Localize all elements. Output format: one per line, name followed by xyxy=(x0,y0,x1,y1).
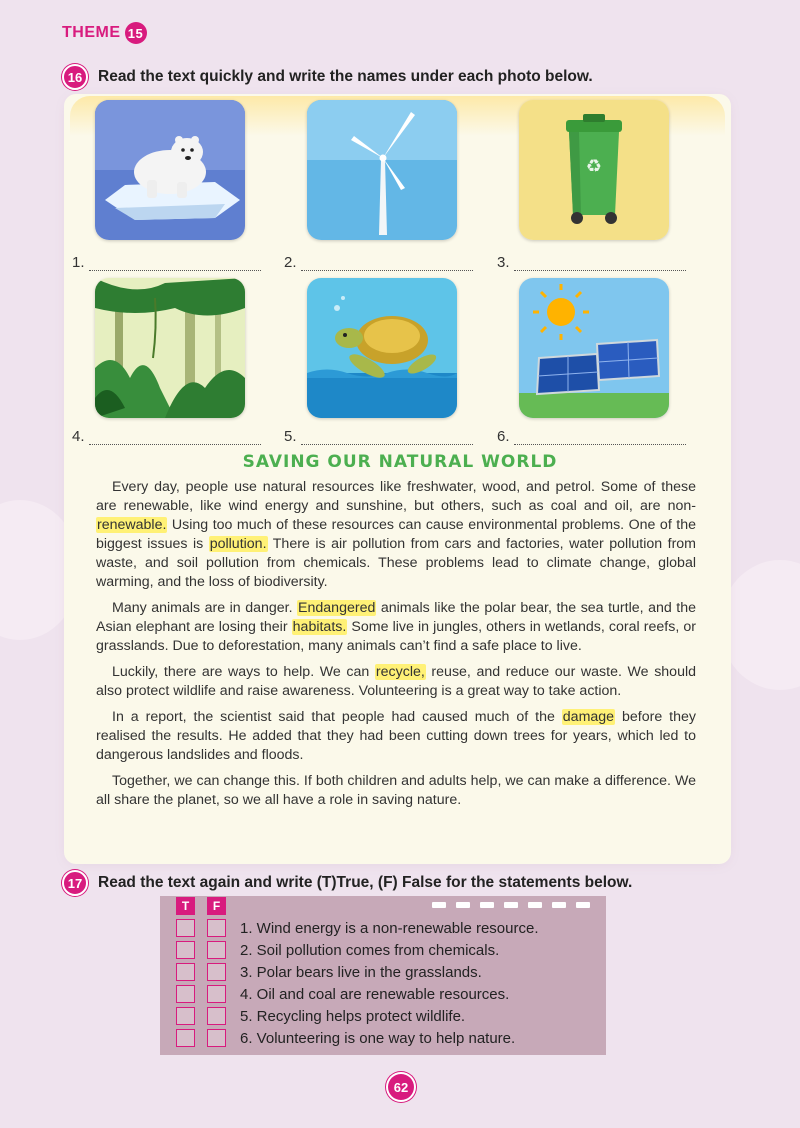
text: Using too much of these resources can cause environmental problems. One of the biggest issues is xyxy=(96,517,696,552)
highlighted-word: pollution. xyxy=(209,536,267,552)
exercise-instruction: Read the text again and write (T)True, (F) False for the statements below. xyxy=(98,874,633,891)
false-checkbox[interactable] xyxy=(207,985,226,1003)
answer-blank-5[interactable] xyxy=(284,428,473,445)
sea-turtle-icon xyxy=(307,278,457,418)
text: Many animals are in danger. xyxy=(112,600,298,616)
answer-blank-2[interactable] xyxy=(284,254,473,271)
text: animals like the polar bear, the sea turtle, and the Asian elephant are losing their xyxy=(96,600,696,635)
statement-text: 1. Wind energy is a non-renewable resource. xyxy=(240,919,539,937)
tf-statement-row xyxy=(176,940,499,960)
paragraph-2 xyxy=(96,599,696,656)
false-checkbox[interactable] xyxy=(207,1029,226,1047)
blank-label: 2. xyxy=(284,254,297,271)
text: In a report, the scientist said that people had caused much of the xyxy=(112,709,562,725)
exercise-instruction: Read the text quickly and write the names under each photo below. xyxy=(98,68,593,85)
text: There is air pollution from cars and factories, water pollution from waste, and soil pollution from chemicals. These problems lead to climate change, global warming, and the loss of biodiversity. xyxy=(96,536,696,590)
tf-statement-row xyxy=(176,984,509,1004)
story-title: SAVING OUR NATURAL WORLD xyxy=(242,452,558,472)
dotted-line[interactable] xyxy=(301,433,473,445)
paragraph-3 xyxy=(96,663,696,701)
dotted-line[interactable] xyxy=(301,259,473,271)
true-checkbox[interactable] xyxy=(176,985,195,1003)
true-checkbox[interactable] xyxy=(176,941,195,959)
highlighted-word: renewable. xyxy=(97,517,167,533)
answer-blank-1[interactable] xyxy=(72,254,261,271)
perforation xyxy=(552,902,566,908)
perforation xyxy=(528,902,542,908)
statement-text: 5. Recycling helps protect wildlife. xyxy=(240,1007,466,1025)
recycling-bin-icon xyxy=(519,100,669,240)
perforation xyxy=(456,902,470,908)
text: Some live in jungles, others in wetlands, coral reefs, or grasslands. Due to deforestation, many animals can’t find a safe place to live. xyxy=(96,619,696,654)
highlighted-word: habitats. xyxy=(292,619,347,635)
tf-statement-row xyxy=(176,918,539,938)
false-checkbox[interactable] xyxy=(207,1007,226,1025)
dotted-line[interactable] xyxy=(89,433,261,445)
svg-text:♻: ♻ xyxy=(585,156,603,177)
background-blob xyxy=(0,500,80,640)
highlighted-word: damage xyxy=(562,709,615,725)
statement-text: 6. Volunteering is one way to help nature. xyxy=(240,1029,516,1047)
false-column-header: F xyxy=(207,897,226,915)
theme-text: THEME xyxy=(62,24,121,41)
page-number: 62 xyxy=(388,1074,414,1100)
exercise-number-badge: 16 xyxy=(62,64,88,90)
text: reuse, and reduce our waste. We should also protect wildlife and raise awareness. Volunteering is a great way to take action. xyxy=(96,664,697,699)
perforation xyxy=(432,902,446,908)
theme-label xyxy=(62,22,147,44)
exercise-number-badge: 17 xyxy=(62,870,88,896)
text: before they realised the results. He added that they had been cutting down trees for years, which led to dangerous landslides and floods. xyxy=(96,709,696,763)
highlighted-word: Endangered xyxy=(298,600,376,616)
solar-panel-icon xyxy=(519,278,669,418)
perforation xyxy=(504,902,518,908)
false-checkbox[interactable] xyxy=(207,919,226,937)
wind-turbine-icon xyxy=(307,100,457,240)
answer-blank-6[interactable] xyxy=(497,428,686,445)
blank-label: 1. xyxy=(72,254,85,271)
tf-statement-row xyxy=(176,1006,465,1026)
text: Luckily, there are ways to help. We can xyxy=(112,664,375,680)
blank-label: 6. xyxy=(497,428,510,445)
paragraph-4 xyxy=(96,708,696,765)
dotted-line[interactable] xyxy=(89,259,261,271)
true-column-header: T xyxy=(176,897,195,915)
dotted-line[interactable] xyxy=(514,433,686,445)
perforation xyxy=(576,902,590,908)
story-body xyxy=(96,478,696,817)
true-checkbox[interactable] xyxy=(176,919,195,937)
tf-statement-row xyxy=(176,1028,515,1048)
text: Every day, people use natural resources like freshwater, wood, and petrol. Some of these are renewable, like wind energy and sunshine, but others, such as coal and oil, are non- xyxy=(96,479,696,514)
dotted-line[interactable] xyxy=(514,259,686,271)
statement-text: 3. Polar bears live in the grasslands. xyxy=(240,963,482,981)
blank-label: 5. xyxy=(284,428,297,445)
statement-text: 2. Soil pollution comes from chemicals. xyxy=(240,941,500,959)
exercise-16-heading xyxy=(62,64,593,90)
theme-number-badge: 15 xyxy=(125,22,147,44)
blank-label: 4. xyxy=(72,428,85,445)
false-checkbox[interactable] xyxy=(207,963,226,981)
true-checkbox[interactable] xyxy=(176,963,195,981)
polar-bear-icon xyxy=(95,100,245,240)
answer-blank-3[interactable] xyxy=(497,254,686,271)
jungle-icon xyxy=(95,278,245,418)
blank-label: 3. xyxy=(497,254,510,271)
paragraph-5: Together, we can change this. If both children and adults help, we can make a difference. We all share the planet, so we all have a role in saving nature. xyxy=(96,773,696,808)
background-blob xyxy=(720,560,800,690)
highlighted-word: recycle, xyxy=(375,664,425,680)
exercise-17-heading xyxy=(62,870,632,896)
false-checkbox[interactable] xyxy=(207,941,226,959)
perforation xyxy=(480,902,494,908)
true-checkbox[interactable] xyxy=(176,1029,195,1047)
true-checkbox[interactable] xyxy=(176,1007,195,1025)
paragraph-1 xyxy=(96,478,696,592)
answer-blank-4[interactable] xyxy=(72,428,261,445)
statement-text: 4. Oil and coal are renewable resources. xyxy=(240,985,510,1003)
tf-statement-row xyxy=(176,962,482,982)
